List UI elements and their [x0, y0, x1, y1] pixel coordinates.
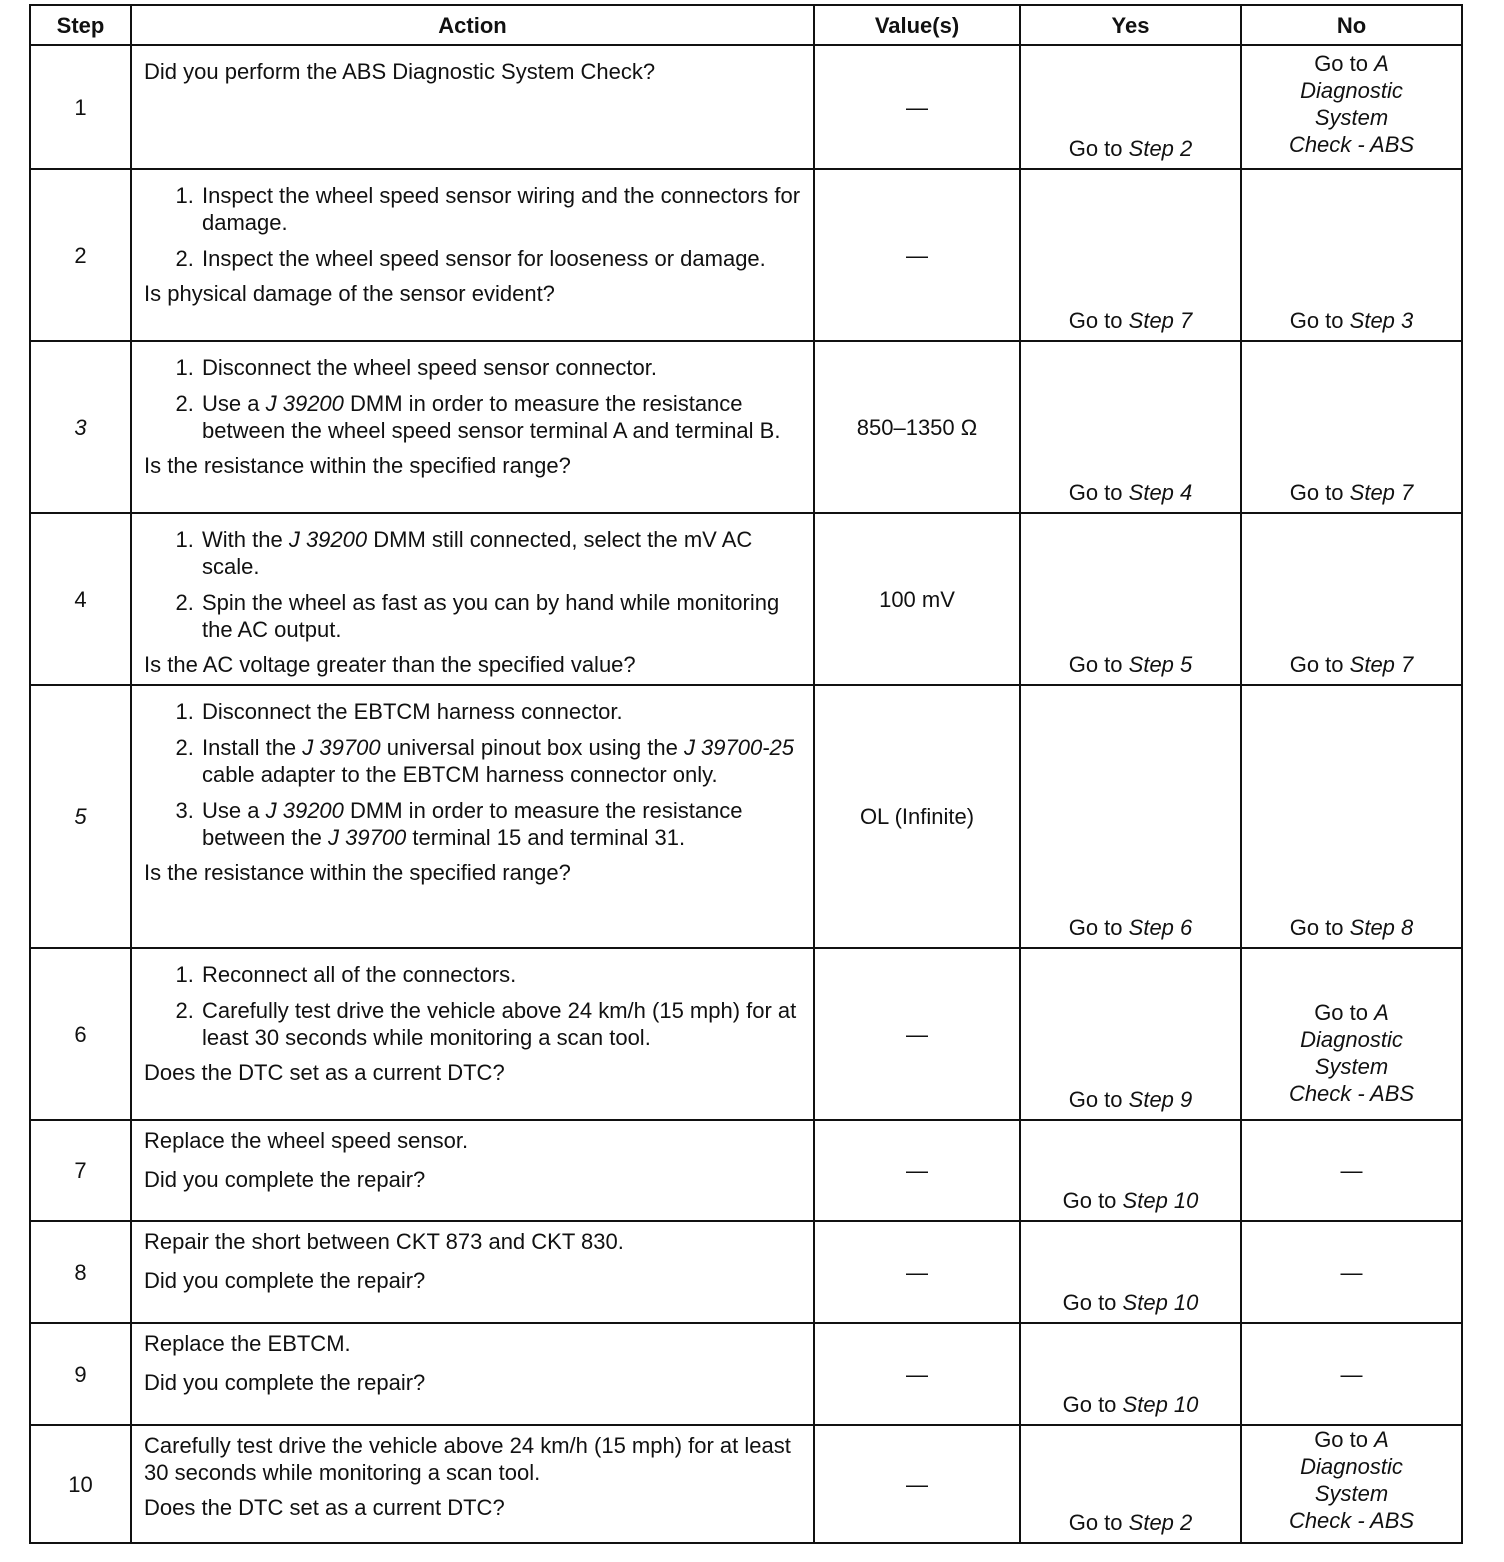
- step-number: 10: [30, 1425, 131, 1543]
- step-number: 8: [30, 1221, 131, 1323]
- table-row: [30, 685, 1462, 948]
- yes-goto: Go to Step 2: [1068, 136, 1193, 161]
- diagnostic-table: [29, 4, 1463, 1544]
- yes-cell: [1020, 341, 1241, 513]
- no-cell: —: [1241, 1323, 1462, 1425]
- step-number: 9: [30, 1323, 131, 1425]
- action-question: Does the DTC set as a current DTC?: [144, 1060, 505, 1085]
- action-item: 1. Disconnect the wheel speed sensor connector.: [200, 354, 803, 381]
- value-cell: —: [814, 169, 1020, 341]
- action-item: 2. Carefully test drive the vehicle above 24 km/h (15 mph) for at least 30 seconds while monitoring a scan tool.: [200, 997, 803, 1051]
- yes-goto: Go to Step 6: [1068, 915, 1193, 940]
- action-item: 2. Use a J 39200 DMM in order to measure the resistance between the wheel speed sensor terminal A and terminal B.: [200, 390, 803, 444]
- no-goto-diagnostic-check: Go to A Diagnostic System Check - ABS: [1288, 51, 1415, 157]
- yes-cell: [1020, 685, 1241, 948]
- yes-cell: [1020, 1221, 1241, 1323]
- no-cell: [1241, 45, 1462, 169]
- yes-goto: Go to Step 5: [1068, 652, 1193, 677]
- value-cell: —: [814, 1425, 1020, 1543]
- table-row: [30, 513, 1462, 685]
- action-question: Did you complete the repair?: [144, 1167, 426, 1192]
- action-cell: [131, 948, 814, 1120]
- yes-cell: [1020, 948, 1241, 1120]
- yes-cell: [1020, 169, 1241, 341]
- action-item: 2. Spin the wheel as fast as you can by hand while monitoring the AC output.: [200, 589, 803, 643]
- yes-goto: Go to Step 7: [1068, 308, 1193, 333]
- table-row: [30, 1425, 1462, 1543]
- action-item: 1. Reconnect all of the connectors.: [200, 961, 803, 988]
- action-item: 1. Disconnect the EBTCM harness connector.: [200, 698, 803, 725]
- yes-goto: Go to Step 10: [1062, 1188, 1199, 1213]
- value-cell: —: [814, 45, 1020, 169]
- action-question: Is the resistance within the specified range?: [144, 860, 571, 885]
- action-question: Is the resistance within the specified range?: [144, 453, 571, 478]
- action-question: Did you complete the repair?: [144, 1268, 426, 1293]
- yes-goto: Go to Step 2: [1068, 1510, 1193, 1535]
- action-item: 3. Use a J 39200 DMM in order to measure the resistance between the J 39700 terminal 15 and terminal 31.: [200, 797, 803, 851]
- step-number: 7: [30, 1120, 131, 1221]
- yes-goto: Go to Step 4: [1068, 480, 1193, 505]
- table-row: [30, 341, 1462, 513]
- action-question: Did you perform the ABS Diagnostic System Check?: [144, 59, 656, 84]
- yes-cell: [1020, 1120, 1241, 1221]
- yes-cell: [1020, 513, 1241, 685]
- action-item: 1. Inspect the wheel speed sensor wiring and the connectors for damage.: [200, 182, 803, 236]
- value-cell: —: [814, 948, 1020, 1120]
- no-cell: —: [1241, 1120, 1462, 1221]
- table-row: [30, 169, 1462, 341]
- action-cell: [131, 1425, 814, 1543]
- value-cell: 100 mV: [814, 513, 1020, 685]
- value-cell: —: [814, 1221, 1020, 1323]
- step-number: 3: [30, 341, 131, 513]
- no-cell: [1241, 685, 1462, 948]
- no-cell: [1241, 169, 1462, 341]
- step-number: 2: [30, 169, 131, 341]
- yes-cell: [1020, 1425, 1241, 1543]
- yes-goto: Go to Step 10: [1062, 1290, 1199, 1315]
- step-number: 4: [30, 513, 131, 685]
- no-cell: —: [1241, 1221, 1462, 1323]
- action-item: 2. Inspect the wheel speed sensor for looseness or damage.: [200, 245, 803, 272]
- header-values: Value(s): [814, 5, 1020, 45]
- action-item: 2. Install the J 39700 universal pinout box using the J 39700-25 cable adapter to the EBTCM harness connector only.: [200, 734, 803, 788]
- table-row: [30, 948, 1462, 1120]
- no-cell: [1241, 948, 1462, 1120]
- header-row: [30, 5, 1462, 45]
- action-question: Is the AC voltage greater than the specified value?: [144, 652, 636, 677]
- action-text: Replace the EBTCM.: [144, 1331, 351, 1356]
- header-yes: Yes: [1020, 5, 1241, 45]
- table-row: [30, 1221, 1462, 1323]
- action-cell: [131, 341, 814, 513]
- action-cell: [131, 169, 814, 341]
- step-number: 1: [30, 45, 131, 169]
- action-cell: [131, 1221, 814, 1323]
- diagnostic-table-page: [29, 4, 1463, 1544]
- table-row: [30, 45, 1462, 169]
- step-number: 6: [30, 948, 131, 1120]
- no-cell: [1241, 1425, 1462, 1543]
- header-no: No: [1241, 5, 1462, 45]
- no-goto-diagnostic-check: Go to A Diagnostic System Check - ABS: [1288, 1427, 1415, 1533]
- value-cell: —: [814, 1120, 1020, 1221]
- action-text: Repair the short between CKT 873 and CKT 830.: [144, 1229, 624, 1254]
- action-text: Carefully test drive the vehicle above 24 km/h (15 mph) for at least 30 seconds while monitoring a scan tool.: [144, 1433, 791, 1485]
- yes-goto: Go to Step 10: [1062, 1392, 1199, 1417]
- action-item: 1. With the J 39200 DMM still connected, select the mV AC scale.: [200, 526, 803, 580]
- action-question: Does the DTC set as a current DTC?: [144, 1495, 505, 1520]
- yes-cell: [1020, 45, 1241, 169]
- action-cell: [131, 1120, 814, 1221]
- no-cell: [1241, 341, 1462, 513]
- action-text: Replace the wheel speed sensor.: [144, 1128, 469, 1153]
- no-goto: Go to Step 7: [1289, 652, 1414, 677]
- yes-goto: Go to Step 9: [1068, 1087, 1193, 1112]
- action-cell: [131, 1323, 814, 1425]
- yes-cell: [1020, 1323, 1241, 1425]
- table-row: [30, 1323, 1462, 1425]
- action-cell: [131, 685, 814, 948]
- value-cell: —: [814, 1323, 1020, 1425]
- table-row: [30, 1120, 1462, 1221]
- no-cell: [1241, 513, 1462, 685]
- no-goto: Go to Step 3: [1289, 308, 1414, 333]
- action-cell: [131, 513, 814, 685]
- action-cell: [131, 45, 814, 169]
- no-goto-diagnostic-check: Go to A Diagnostic System Check - ABS: [1288, 1000, 1415, 1106]
- no-goto: Go to Step 7: [1289, 480, 1414, 505]
- step-number: 5: [30, 685, 131, 948]
- value-cell: OL (Infinite): [814, 685, 1020, 948]
- header-step: Step: [30, 5, 131, 45]
- action-question: Did you complete the repair?: [144, 1370, 426, 1395]
- header-action: Action: [131, 5, 814, 45]
- action-question: Is physical damage of the sensor evident?: [144, 281, 555, 306]
- no-goto: Go to Step 8: [1289, 915, 1414, 940]
- value-cell: 850–1350 Ω: [814, 341, 1020, 513]
